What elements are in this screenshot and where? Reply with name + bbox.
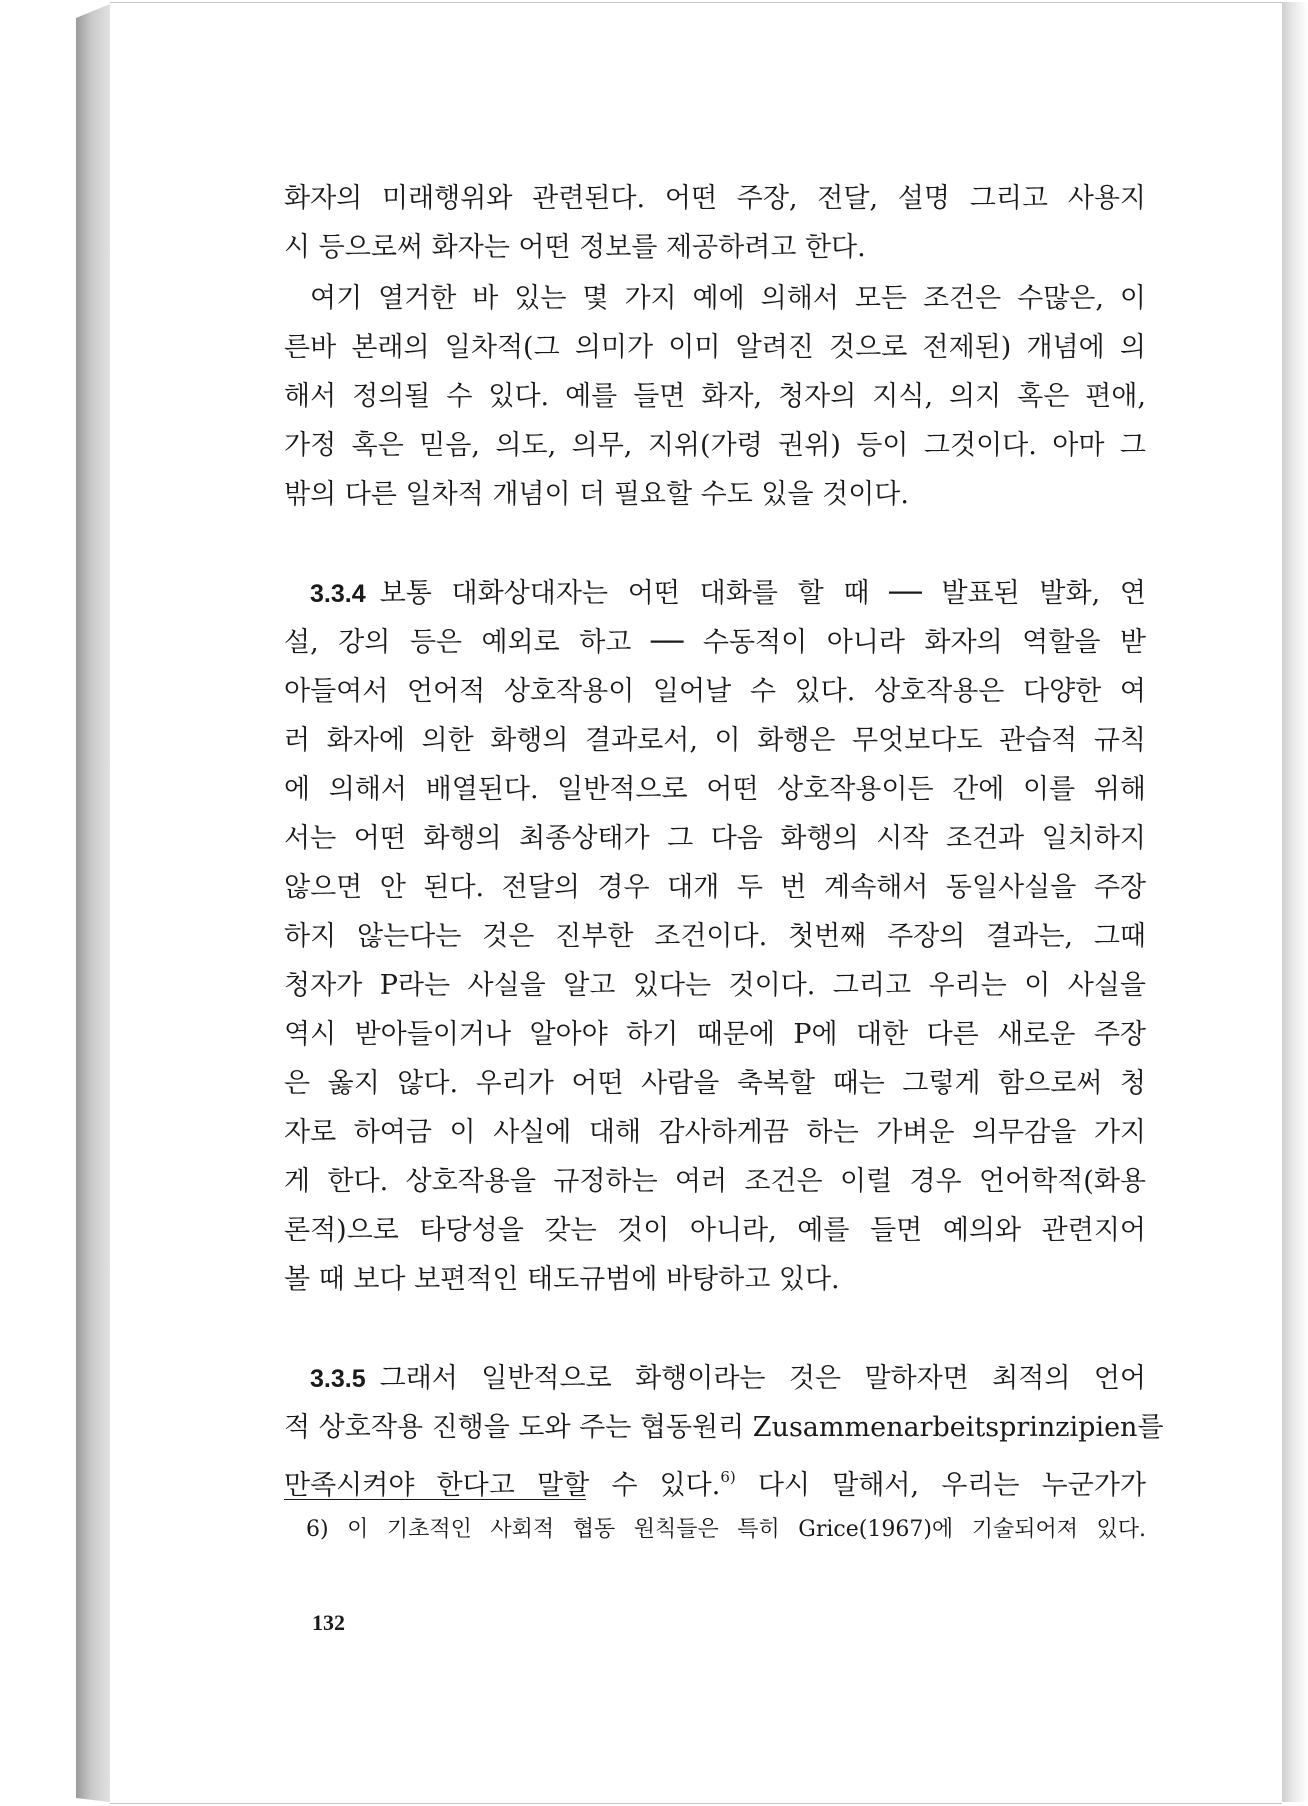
body-line (284, 1459, 1146, 1504)
body-line: 에 의해서 배열된다. 일반적으로 어떤 상호작용이든 간에 이를 위해 (284, 774, 1146, 805)
footnote-reference: 6) (720, 1468, 736, 1486)
body-line: 역시 받아들이거나 알아야 하기 때문에 P에 대한 다른 새로운 주장 (284, 1019, 1146, 1050)
body-line: 볼 때 보다 보편적인 태도규범에 바탕하고 있다. (284, 1264, 840, 1295)
section-3-3-4-first-line (310, 576, 1146, 612)
body-text: 만족시켜야 한다고 말할 수 있다. (284, 1470, 721, 1501)
body-line: 러 화자에 의한 화행의 결과로서, 이 화행은 무엇보다도 관습적 규칙 (284, 725, 1146, 756)
body-line: 자로 하여금 이 사실에 대해 감사하게끔 하는 가벼운 의무감을 가지 (284, 1117, 1146, 1148)
section-number: 3.3.4 (310, 580, 366, 608)
page-number: 132 (312, 1610, 345, 1635)
body-text: 보통 대화상대자는 어떤 대화를 할 때 ── 발표된 발화, 연 (379, 578, 1146, 609)
body-line: 게 한다. 상호작용을 규정하는 여러 조건은 이럴 경우 언어학적(화용 (284, 1166, 1146, 1197)
body-line: 해서 정의될 수 있다. 예를 들면 화자, 청자의 지식, 의지 혹은 편애, (284, 381, 1146, 412)
body-line: 은 옳지 않다. 우리가 어떤 사람을 축복할 때는 그렇게 함으로써 청 (284, 1068, 1146, 1099)
body-line: 가정 혹은 믿음, 의도, 의무, 지위(가령 권위) 등이 그것이다. 아마 그 (284, 430, 1146, 461)
body-line: 적 상호작용 진행을 도와 주는 협동원리 Zusammenarbeitsprinzipien를 (284, 1412, 1164, 1443)
section-3-3-5-first-line (310, 1361, 1146, 1397)
book-spine-edge (76, 4, 110, 1802)
body-line: 밖의 다른 일차적 개념이 더 필요할 수도 있을 것이다. (284, 479, 909, 510)
body-line: 설, 강의 등은 예외로 하고 ── 수동적이 아니라 화자의 역할을 받 (284, 627, 1146, 658)
body-line: 서는 어떤 화행의 최종상태가 그 다음 화행의 시작 조건과 일치하지 (284, 823, 1146, 854)
body-line: 하지 않는다는 것은 진부한 조건이다. 첫번째 주장의 결과는, 그때 (284, 921, 1146, 952)
body-line: 청자가 P라는 사실을 알고 있다는 것이다. 그리고 우리는 이 사실을 (284, 970, 1146, 1001)
body-line: 화자의 미래행위와 관련된다. 어떤 주장, 전달, 설명 그리고 사용지 (284, 183, 1146, 214)
page-right-shadow (1282, 2, 1308, 1802)
body-line: 아들여서 언어적 상호작용이 일어날 수 있다. 상호작용은 다양한 여 (284, 676, 1146, 707)
body-line: 른바 본래의 일차적(그 의미가 이미 알려진 것으로 전제된) 개념에 의 (284, 332, 1146, 363)
body-line: 여기 열거한 바 있는 몇 가지 예에 의해서 모든 조건은 수많은, 이 (310, 283, 1146, 314)
body-text: 그래서 일반적으로 화행이라는 것은 말하자면 최적의 언어 (379, 1363, 1146, 1394)
section-number: 3.3.5 (310, 1365, 366, 1393)
body-line: 시 등으로써 화자는 어떤 정보를 제공하려고 한다. (284, 232, 866, 263)
body-text: 다시 말해서, 우리는 누군가가 (757, 1470, 1146, 1501)
footnote-separator (284, 1499, 586, 1500)
footnote: 6) 이 기초적인 사회적 협동 원칙들은 특히 Grice(1967)에 기술되어져 있다. (306, 1517, 1146, 1542)
body-line: 않으면 안 된다. 전달의 경우 대개 두 번 계속해서 동일사실을 주장 (284, 872, 1146, 903)
body-line: 론적)으로 타당성을 갖는 것이 아니라, 예를 들면 예의와 관련지어 (284, 1215, 1146, 1246)
